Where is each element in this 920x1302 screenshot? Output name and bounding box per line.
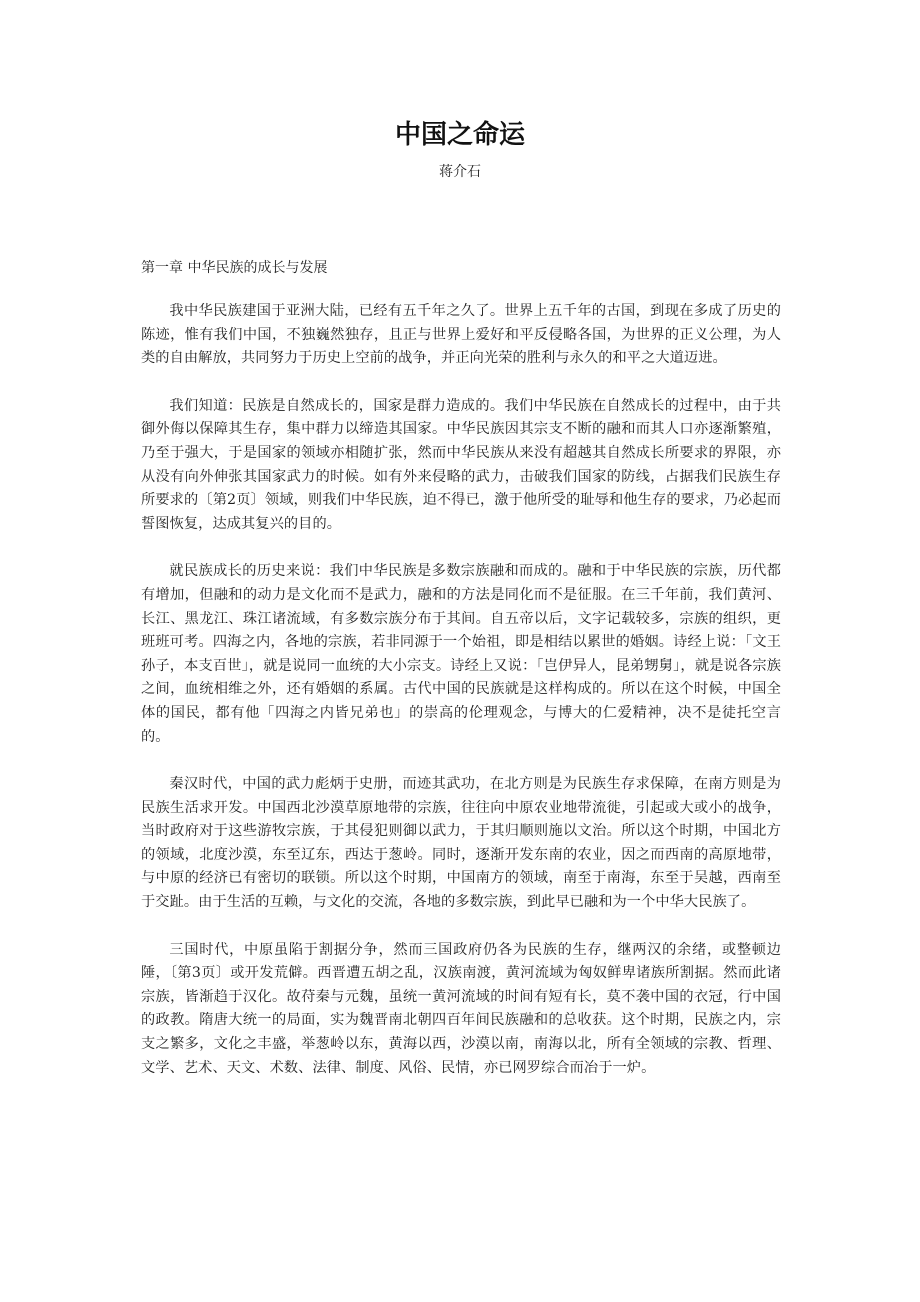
- document-body: [141, 300, 781, 1104]
- chapter-heading: 第一章 中华民族的成长与发展: [141, 260, 328, 276]
- paragraph: 我中华民族建国于亚洲大陆，已经有五千年之久了。世界上五千年的古国，到现在多成了历史的陈迹，惟有我们中国，不独巍然独存，且正与世界上爱好和平反侵略各国，为世界的正义公理，为人类的自由解放，共同努力于历史上空前的战争，并正向光荣的胜利与永久的和平之大道迈进。: [141, 303, 781, 367]
- paragraph: 就民族成长的历史来说：我们中华民族是多数宗族融和而成的。融和于中华民族的宗族，历代都有增加，但融和的动力是文化而不是武力，融和的方法是同化而不是征服。在三千年前，我们黄河、长江、黑龙江、珠江诸流域，有多数宗族分布于其间。自五帝以后，文字记载较多，宗族的组织，更班班可考。四海之内，各地的宗族，若非同源于一个始祖，即是相结以累世的婚姻。诗经上说：「文王孙子，本支百世」，就是说同一血统的大小宗支。诗经上又说：「岂伊异人，昆弟甥舅」，就是说各宗族之间，血统相维之外，还有婚姻的系属。古代中国的民族就是这样构成的。所以在这个时候，中国全体的国民，都有他「四海之内皆兄弟也」的崇高的伦理观念，与博大的仁爱精神，决不是徒托空言的。: [141, 563, 781, 745]
- paragraph: 三国时代，中原虽陷于割据分争，然而三国政府仍各为民族的生存，继两汉的余绪，或整顿边陲，〔第3页〕或开发荒僻。西晋遭五胡之乱，汉族南渡，黄河流域为匈奴鲜卑诸族所割据。然而此诸宗族，皆渐趋于汉化。故苻秦与元魏，虽统一黄河流域的时间有短有长，莫不袭中国的衣冠，行中国的政教。隋唐大统一的局面，实为魏晋南北朝四百年间民族融和的总收获。这个时期，民族之内，宗支之繁多，文化之丰盛，举葱岭以东，黄海以西，沙漠以南，南海以北，所有全领域的宗教、哲理、文学、艺术、天文、术数、法律、制度、风俗、民情，亦已网罗综合而冶于一炉。: [141, 941, 781, 1076]
- document-title: 中国之命运: [394, 120, 525, 150]
- paragraph: 秦汉时代，中国的武力彪炳于史册，而迹其武功，在北方则是为民族生存求保障，在南方则是为民族生活求开发。中国西北沙漠草原地带的宗族，往往向中原农业地带流徙，引起或大或小的战争，当时政府对于这些游牧宗族，于其侵犯则御以武力，于其归顺则施以文治。所以这个时期，中国北方的领域，北度沙漠，东至辽东，西达于葱岭。同时，逐渐开发东南的农业，因之而西南的高原地带，与中原的经济已有密切的联锁。所以这个时期，中国南方的领域，南至于南海，东至于吴越，西南至于交趾。由于生活的互赖，与文化的交流，各地的多数宗族，到此早已融和为一个中华大民族了。: [141, 776, 781, 911]
- paragraph: 我们知道：民族是自然成长的，国家是群力造成的。我们中华民族在自然成长的过程中，由于共御外侮以保障其生存，集中群力以缔造其国家。中华民族因其宗支不断的融和而其人口亦逐渐繁殖，乃至于强大，于是国家的领域亦相随扩张，然而中华民族从来没有超越其自然成长所要求的界限，亦从没有向外伸张其国家武力的时候。如有外来侵略的武力，击破我们国家的防线，占据我们民族生存所要求的〔第2页〕领域，则我们中华民族，迫不得已，激于他所受的耻辱和他生存的要求，乃必起而誓图恢复，达成其复兴的目的。: [141, 397, 781, 532]
- document-author: 蒋介石: [439, 164, 481, 180]
